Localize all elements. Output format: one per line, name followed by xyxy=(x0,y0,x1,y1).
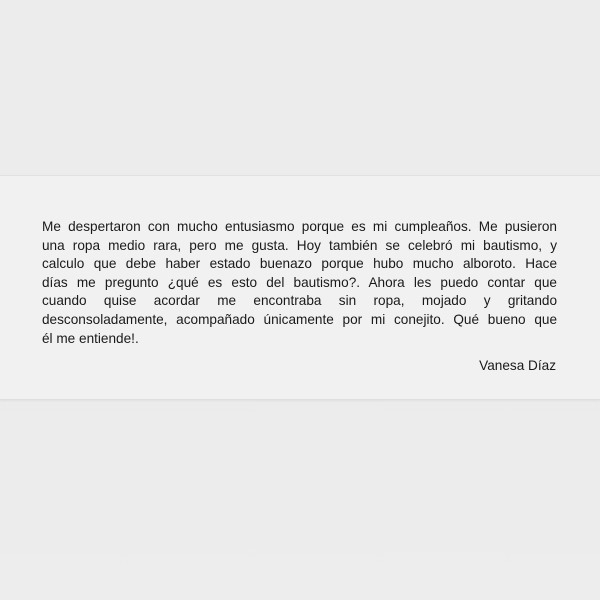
text-line-3: calculo que debe haber estado buenazo porque hubo mucho alboroto. Hace xyxy=(42,256,557,272)
text-line-2: una ropa medio rara, pero me gusta. Hoy también se celebró mi bautismo, y xyxy=(42,237,557,253)
text-line-6: desconsoladamente, acompañado únicamente por mi conejito. Qué bueno que xyxy=(42,311,557,327)
text-line-5: cuando quise acordar me encontraba sin ropa, mojado y gritando xyxy=(42,293,557,309)
text-card xyxy=(0,175,600,400)
text-line-7: él me entiende!. xyxy=(42,330,139,346)
signature: Vanesa Díaz xyxy=(479,358,556,373)
text-line-1: Me despertaron con mucho entusiasmo porque es mi cumpleaños. Me pusieron xyxy=(42,219,557,234)
text-line-4: días me pregunto ¿qué es esto del bautismo?. Ahora les puedo contar que xyxy=(42,274,557,290)
paragraph xyxy=(42,218,557,348)
